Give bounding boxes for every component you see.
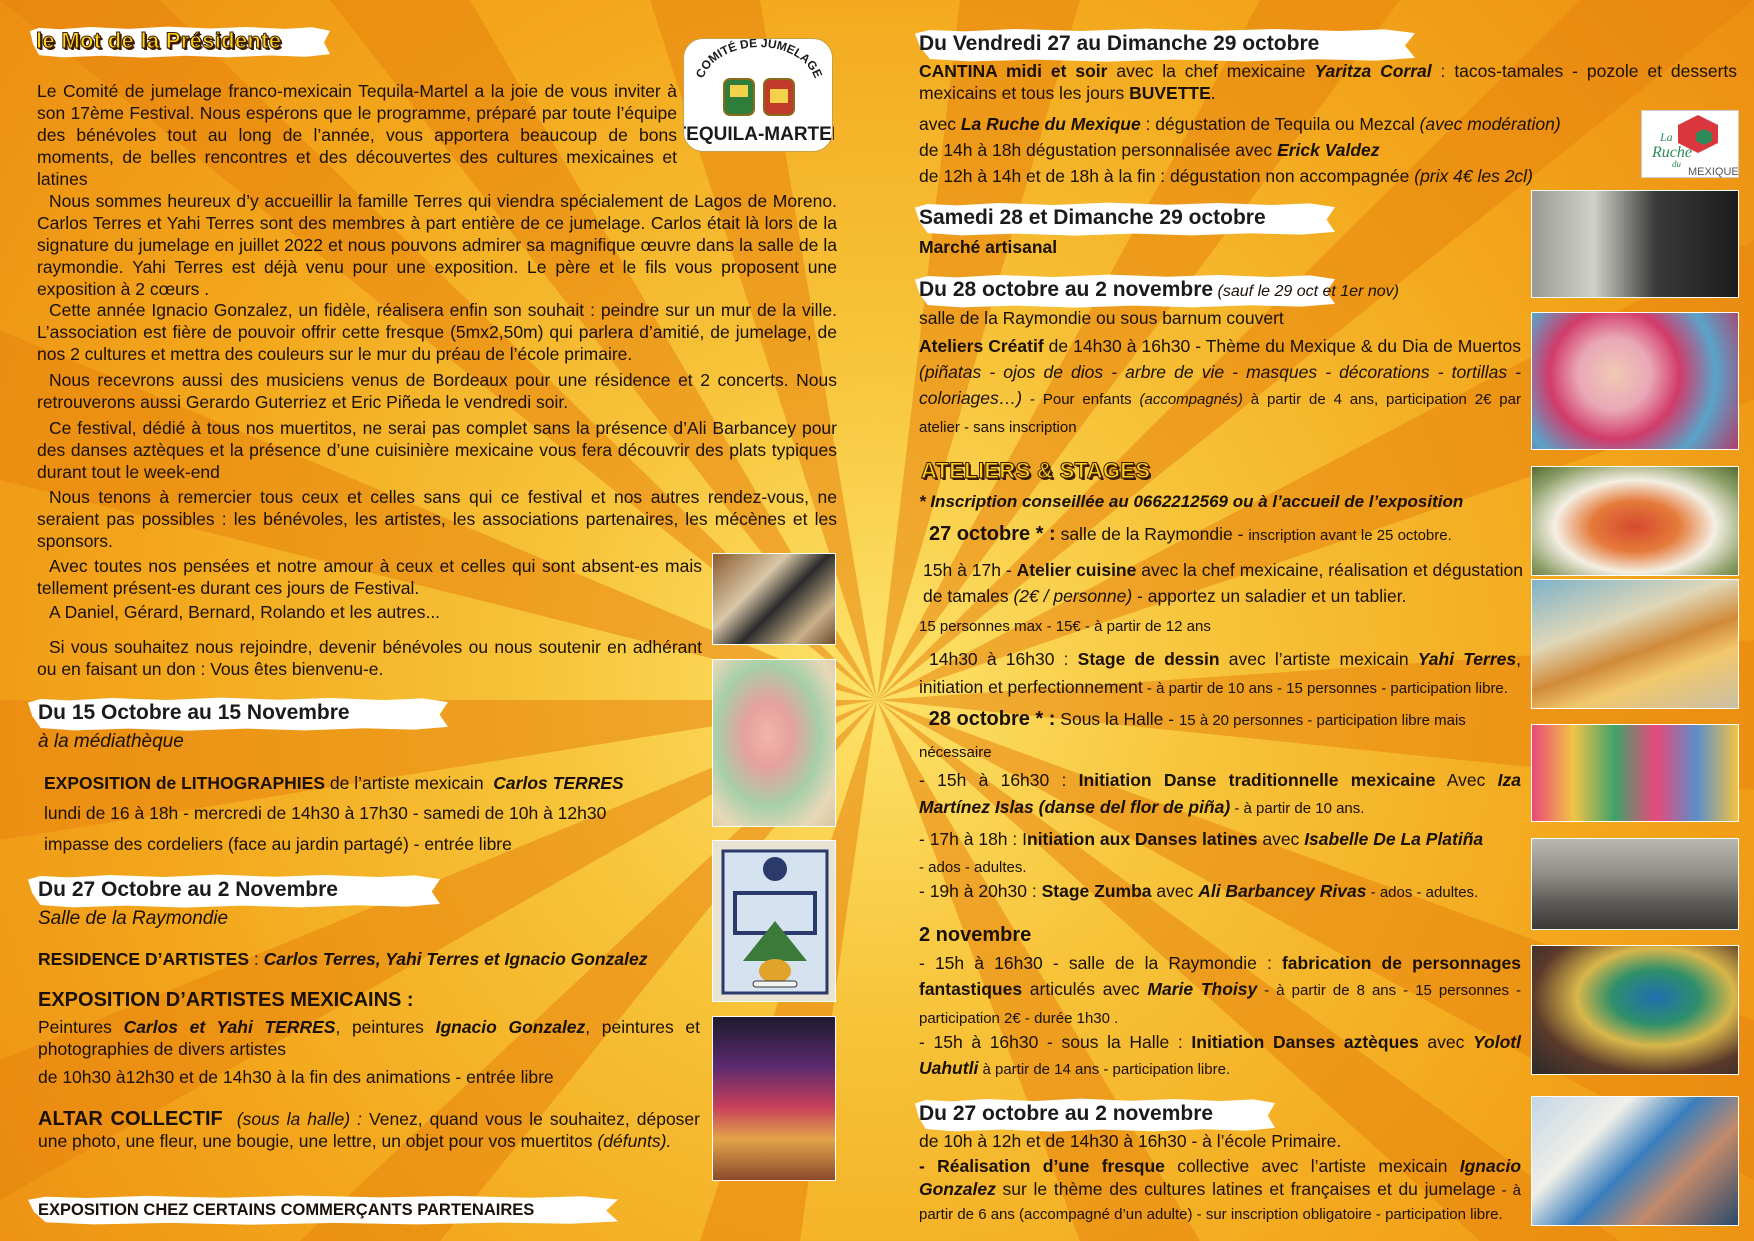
danse-latine-label: nitiation aux Danses latines <box>1027 829 1258 849</box>
ruche-moderation: (avec modération) <box>1419 114 1561 134</box>
altar-end: (défunts). <box>597 1131 672 1151</box>
inscription-note: * Inscription conseillée au 0662212569 ou à l’accueil de l’exposition <box>919 492 1464 511</box>
creatif-text-b: de 14h30 à 16h30 - Thème du Mexique & du Dia de Muertos <box>1043 336 1521 356</box>
danse-trad-age: - à partir de 10 ans. <box>1230 800 1365 817</box>
danse-trad-text <box>919 767 1521 822</box>
creatif-note: (sauf le 29 oct et 1er nov) <box>1217 283 1399 300</box>
raymondie-place: Salle de la Raymondie <box>38 908 229 929</box>
raymondie-date: Du 27 Octobre au 2 Novembre <box>38 878 338 901</box>
creatif-label: Ateliers Créatif <box>919 336 1044 356</box>
creatif-place: salle de la Raymondie ou sous barnum couvert <box>919 308 1284 328</box>
expo-litho-artist: Carlos TERRES <box>493 773 624 793</box>
altar-where: (sous la halle) : <box>236 1109 362 1129</box>
date-27-note: inscription avant le 25 octobre. <box>1248 527 1452 544</box>
ruche-text-c: : dégustation de Tequila ou Mezcal <box>1140 114 1420 134</box>
tamales-photo <box>1531 579 1739 709</box>
zumba-with: avec <box>1151 881 1199 901</box>
painting-woman <box>712 659 836 827</box>
degustation-line <box>919 139 1619 161</box>
dessin-text <box>919 645 1521 703</box>
fresque-label: - Réalisation d’une fresque <box>919 1156 1165 1176</box>
comite-jumelage-logo <box>683 38 833 152</box>
azteque-conditions: à partir de 14 ans - participation libre. <box>978 1061 1231 1078</box>
degustation-libre-text: de 12h à 14h et de 18h à la fin : dégustation non accompagnée <box>919 166 1415 186</box>
danse-latine-text <box>919 826 1521 881</box>
commercants-line: EXPOSITION CHEZ CERTAINS COMMERÇANTS PARTENAIRES <box>38 1201 535 1219</box>
cantina-text-b: avec la chef mexicaine <box>1107 61 1315 81</box>
ruche-name: La Ruche du Mexique <box>960 114 1141 134</box>
zumba-label: Stage Zumba <box>1041 881 1152 901</box>
mot-p3: Cette année Ignacio Gonzalez, un fidèle, réalisera enfin son souhait : peindre sur un mur de la ville. L’association est fière de pouvoir offrir cette fresque (5mx2,50m) qui parlera d’amitié, de jumelage, de nos 2 cultures et mettra des couleurs sur le mur du préau de l’école primaire. <box>37 300 837 364</box>
expo-litho-date: Du 15 Octobre au 15 Novembre <box>38 701 350 724</box>
residence-sep: : <box>249 949 264 969</box>
marche-label: Marché artisanal <box>919 237 1058 257</box>
creatif-heading <box>919 278 1399 302</box>
fresque-theme: sur le thème des cultures latines et françaises et du jumelage <box>995 1179 1496 1199</box>
mot-presidente-title: le Mot de la Présidente <box>36 28 282 53</box>
cuisine-text <box>923 557 1523 609</box>
fresque-text <box>919 1155 1521 1226</box>
creatif-text <box>919 333 1521 441</box>
chef-name: Yaritza Corral <box>1314 61 1432 81</box>
date-27-line <box>929 523 1529 547</box>
cantina-text-d: : tacos-tamales - pozole et desserts mexicains et tous les jours <box>919 61 1738 103</box>
azteque-with: avec <box>1418 1032 1474 1052</box>
creatif-date: Du 28 octobre au 2 novembre <box>919 278 1214 301</box>
fresque-with: collective avec l’artiste mexicain <box>1164 1156 1460 1176</box>
dessin-level: , initiation et perfectionnement <box>919 649 1521 697</box>
degustation-libre-line <box>919 165 1619 187</box>
lithography-artwork <box>712 840 836 1002</box>
svg-text:COMITÉ DE JUMELAGE <box>693 39 825 80</box>
ruche-line <box>919 113 1619 135</box>
mot-p5: Ce festival, dédié à tous nos muertitos, ne serai pas complet sans la présence d’Ali Barbancey pour des danses aztèques et la présence d’une cuisinière mexicaine vous fera découvrir des plats typiques durant tout le week-end <box>37 418 837 482</box>
degustation-text: de 14h à 18h dégustation personnalisée avec <box>919 140 1278 160</box>
mot-p7: Avec toutes nos pensées et notre amour à ceux et celles qui sont absent-es mais tellement présent-es durant ces jours de Festival. <box>37 556 702 598</box>
dessin-artist: Yahi Terres <box>1417 649 1517 669</box>
azteque-label: Initiation Danses aztèques <box>1191 1032 1419 1052</box>
azteque-time: - 15h à 16h30 - sous la Halle : <box>919 1032 1192 1052</box>
danse-latine-time: - 17h à 18h : I <box>919 829 1027 849</box>
artist-photo <box>712 553 836 645</box>
cantina-label: CANTINA midi et soir <box>919 61 1108 81</box>
ruche-logo-l3: du <box>1672 159 1681 169</box>
expo-litho-line1 <box>44 772 704 794</box>
date-27: 27 octobre * : <box>929 523 1056 545</box>
zumba-public: - ados - adultes. <box>1366 884 1479 901</box>
danse-azteque-photo <box>1531 945 1739 1075</box>
mot-p9: Si vous souhaitez nous rejoindre, devenir bénévoles ou nous soutenir en adhérant ou en faisant un don : Vous êtes bienvenu-e. <box>37 637 702 679</box>
expo-mexicains-hours: de 10h30 à12h30 et de 14h30 à la fin des animations - entrée libre <box>38 1067 554 1087</box>
cuisine-time: 15h à 17h - <box>923 560 1017 580</box>
mot-p4: Nous recevrons aussi des musiciens venus de Bordeaux pour une résidence et 2 concerts. Nous retrouverons aussi Gerardo Guterriez et Eric Piñeda le vendredi soir. <box>37 370 837 412</box>
altar-body: Venez, quand vous le souhaitez, déposer une photo, une fleur, une bougie, une lettre, un objet pour vos muertitos <box>38 1109 700 1151</box>
personnages-time: - 15h à 16h30 - salle de la Raymondie : <box>919 953 1282 973</box>
altar-text <box>38 1108 700 1152</box>
cantina-line <box>919 60 1737 104</box>
cantina-date: Du Vendredi 27 au Dimanche 29 octobre <box>919 32 1320 55</box>
fresque-photo <box>1531 1096 1739 1226</box>
azteque-artist: Yolotl Uahutli <box>919 1032 1521 1078</box>
danse-latine-photo <box>1531 838 1739 930</box>
cuisine-label: Atelier cuisine <box>1016 560 1137 580</box>
danse-latine-public: - ados - adultes. <box>919 859 1027 876</box>
fresque-artist: Ignacio Gonzalez <box>919 1156 1522 1199</box>
danse-traditionnelle-photo <box>1531 724 1739 822</box>
residence-names: Carlos Terres, Yahi Terres et Ignacio Gonzalez <box>263 949 648 969</box>
face-painting-photo <box>1531 312 1739 450</box>
personnages-with: articulés avec <box>1022 979 1148 999</box>
residence-line <box>38 948 708 970</box>
dessin-label: Stage de dessin <box>1077 649 1220 669</box>
expo-mexicains-text <box>38 1016 700 1060</box>
ruche-logo-l4: MEXIQUE <box>1688 166 1739 178</box>
altar-photo <box>712 1016 836 1181</box>
dessin-time: 14h30 à 16h30 : <box>929 649 1078 669</box>
creatif-text-f: à partir de 4 ans, participation 2€ par atelier - sans inscription <box>919 391 1521 436</box>
expo-artists-2: Ignacio Gonzalez <box>435 1017 586 1037</box>
zumba-text <box>919 880 1521 904</box>
cuisine-conditions: 15 personnes max - 15€ - à partir de 12 ans <box>919 618 1211 635</box>
danse-latine-artist: Isabelle De La Platiña <box>1304 829 1484 849</box>
expo-litho-address: impasse des cordeliers (face au jardin partagé) - entrée libre <box>44 834 512 854</box>
date-28-note: 15 à 20 personnes - participation libre mais nécessaire <box>919 712 1466 761</box>
ruche-du-mexique-logo <box>1641 110 1739 178</box>
expo-text-c: , peintures <box>335 1017 436 1037</box>
ruche-text-a: avec <box>919 114 961 134</box>
fresque-date: Du 27 octobre au 2 novembre <box>919 1102 1214 1125</box>
cantina-text-f: . <box>1210 83 1216 103</box>
date-28-line <box>919 704 1521 768</box>
danse-trad-time: - 15h à 16h30 : <box>919 770 1079 790</box>
expo-litho-hours: lundi de 16 à 18h - mercredi de 14h30 à 17h30 - samedi de 10h à 12h30 <box>44 803 607 823</box>
danse-latine-with: avec <box>1257 829 1305 849</box>
mot-p1: Le Comité de jumelage franco-mexicain Tequila-Martel a la joie de vous inviter à son 17ème Festival. Nous espérons que le programme, préparé par toute l’équipe des bénévoles tout au long de l’année, vous apportera beaucoup de bons moments, de belles rencontres et des découvertes des cultures mexicaines et latines <box>37 81 677 189</box>
degustation-price: (prix 4€ les 2cl) <box>1414 166 1533 186</box>
mot-p6: Nous tenons à remercier tous ceux et celles sans qui ce festival et nos autres rendez-vous, ne seraient pas possibles : les bénévoles, les artistes, les associations partenaires, les mécènes et les sponsors. <box>37 487 837 551</box>
personnages-conditions: - à partir de 8 ans - 15 personnes - participation 2€ - durée 1h30 . <box>919 982 1521 1027</box>
buvette-label: BUVETTE <box>1129 83 1211 103</box>
logo-name: EQUILA-MARTE <box>686 124 832 145</box>
zumba-artist: Ali Barbancey Rivas <box>1198 881 1367 901</box>
pozole-photo <box>1531 466 1739 576</box>
creatif-activities: (piñatas - ojos de dios - arbre de vie - masques - décorations - tortillas - coloriages…) <box>919 362 1521 408</box>
expo-litho-label: EXPOSITION de LITHOGRAPHIES <box>44 773 326 793</box>
cuisine-bring: - apportez un saladier et un tablier. <box>1132 586 1407 606</box>
marche-date: Samedi 28 et Dimanche 29 octobre <box>919 206 1266 229</box>
ruche-logo-l1: La <box>1660 130 1673 144</box>
fresque-conditions: - à partir de 6 ans (accompagné d’un adulte) - sur inscription obligatoire - participation libre. <box>919 1182 1521 1223</box>
creatif-text-d: - Pour enfants <box>1022 391 1140 408</box>
cuisine-desc: avec la chef mexicaine, réalisation et dégustation de tamales <box>923 560 1523 606</box>
expo-litho-text: de l’artiste mexicain <box>325 773 484 793</box>
azteque-text <box>919 1029 1521 1083</box>
danse-trad-with: Avec <box>1435 770 1498 790</box>
danse-trad-label: Initiation Danse traditionnelle mexicaine <box>1078 770 1436 790</box>
dessin-desc: avec l’artiste mexicain <box>1219 649 1418 669</box>
date-27-place: salle de la Raymondie - <box>1055 524 1249 544</box>
date-28-place: Sous la Halle - <box>1055 709 1179 729</box>
dessin-conditions: - à partir de 10 ans - 15 personnes - participation libre. <box>1142 680 1508 697</box>
creatif-accompagnes: (accompagnés) <box>1139 391 1243 408</box>
logo-arc-text: COMITÉ DE JUMELAGE <box>692 39 826 81</box>
ateliers-stages-title: ATELIERS & STAGES <box>921 458 1151 483</box>
altar-title: ALTAR COLLECTIF <box>38 1108 223 1130</box>
personnages-label: fabrication de personnages fantastiques <box>919 953 1522 999</box>
expo-text-e: , peintures et photographies de divers artistes <box>38 1017 701 1059</box>
expo-artists-1: Carlos et Yahi TERRES <box>123 1017 336 1037</box>
date-2-novembre: 2 novembre <box>919 924 1032 946</box>
cuisine-price: (2€ / personne) <box>1013 586 1133 606</box>
zumba-time: - 19h à 20h30 : <box>919 881 1042 901</box>
date-28: 28 octobre * : <box>928 708 1056 730</box>
expo-litho-place: à la médiathèque <box>38 731 184 752</box>
degustation-host: Erick Valdez <box>1277 140 1380 160</box>
danse-trad-artist: Iza Martínez Islas (danse del flor de piña) <box>919 770 1521 817</box>
fresque-hours: de 10h à 12h et de 14h30 à 16h30 - à l’école Primaire. <box>919 1131 1342 1151</box>
right-panel <box>877 0 1754 1241</box>
ruche-logo-l2: Ruche <box>1652 144 1692 161</box>
bar-stand-photo <box>1531 190 1739 298</box>
mot-p8: A Daniel, Gérard, Bernard, Rolando et les autres... <box>49 602 441 622</box>
residence-label: RESIDENCE D’ARTISTES <box>38 949 249 969</box>
expo-text-a: Peintures <box>38 1017 124 1037</box>
expo-mexicains-title: EXPOSITION D’ARTISTES MEXICAINS : <box>38 989 414 1011</box>
personnages-artist: Marie Thoisy <box>1147 979 1258 999</box>
personnages-text <box>919 950 1521 1032</box>
mot-p2: Nous sommes heureux d’y accueillir la famille Terres qui viendra spécialement de Lagos de Moreno. Carlos Terres et Yahi Terres sont des membres à part entière de ce jumelage. Carlos était là lors de la signature du jumelage en juillet 2022 et nous pouvons admirer sa magnifique œuvre dans la salle de la raymondie. Yahi Terres est déjà venu pour une exposition. Le père et le fils vous proposent une exposition à 2 cœurs . <box>37 191 837 299</box>
